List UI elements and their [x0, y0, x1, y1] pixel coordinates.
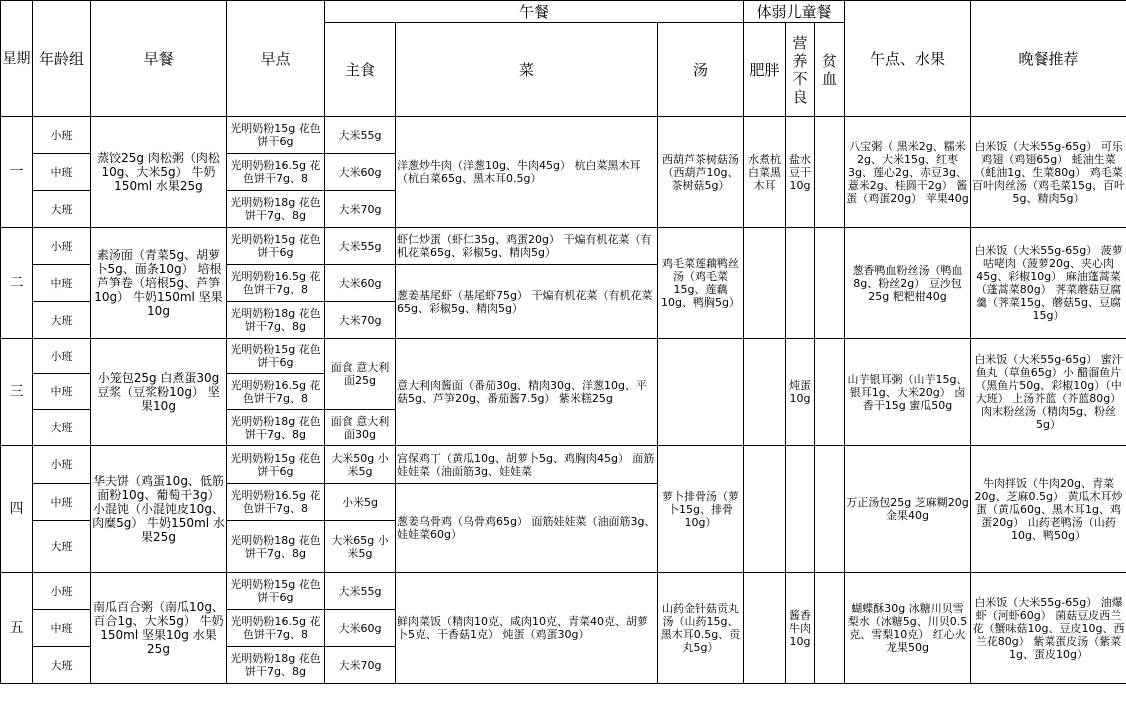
snack-cell: 光明奶粉16.5g 花色饼干7g、8	[227, 265, 325, 302]
group-middle: 中班	[33, 265, 91, 302]
dish-cell: 虾仁炒蛋（虾仁35g、鸡蛋20g） 干煸有机花菜（有机花菜65g、彩椒5g、精肉5g）	[396, 228, 658, 265]
snack-cell: 光明奶粉18g 花色饼干7g、8g	[227, 647, 325, 684]
header-lunch: 午餐	[325, 1, 744, 23]
snack-cell: 光明奶粉16.5g 花色饼干7g、8	[227, 154, 325, 191]
dish-cell: 宫保鸡丁（黄瓜10g、胡萝卜5g、鸡胸肉45g） 面筋娃娃菜（油面筋3g、娃娃菜	[396, 446, 658, 484]
breakfast-cell: 小笼包25g 白煮蛋30g 豆浆（豆浆粉10g） 坚果10g	[91, 339, 227, 446]
obese-cell	[744, 446, 786, 573]
afternoon-cell: 葱香鸭血粉丝汤（鸭血8g、粉丝2g） 豆沙包25g 粑粑柑40g	[845, 228, 971, 339]
header-weekday: 星期	[1, 1, 33, 117]
snack-cell: 光明奶粉16.5g 花色饼干7g、8	[227, 610, 325, 647]
group-large: 大班	[33, 647, 91, 684]
afternoon-cell: 蝴蝶酥30g 冰糖川贝雪梨水（冰糖5g、川贝0.5克、雪梨10克） 红心火龙果50g	[845, 573, 971, 684]
malnourished-cell: 盐水豆干10g	[786, 117, 815, 228]
obese-cell	[744, 573, 786, 684]
header-anemia: 贫血	[815, 23, 845, 117]
dish-cell: 洋葱炒牛肉（洋葱10g、牛肉45g） 杭白菜黑木耳（杭白菜65g、黑木耳0.5g）	[396, 117, 658, 228]
header-malnourished: 营养不良	[786, 23, 815, 117]
staple-cell: 小米5g	[325, 484, 396, 521]
malnourished-cell	[786, 228, 815, 339]
dish-cell: 鲜肉菜饭（精肉10克、咸肉10克、青菜40克、胡萝卜5克、干香菇1克） 炖蛋（鸡蛋30g）	[396, 573, 658, 684]
malnourished-cell	[786, 446, 815, 573]
header-dinner: 晚餐推荐	[971, 1, 1126, 117]
day-label: 五	[1, 573, 33, 684]
afternoon-cell: 万正汤包25g 芝麻糊20g 金果40g	[845, 446, 971, 573]
obese-cell	[744, 339, 786, 446]
snack-cell: 光明奶粉16.5g 花色饼干7g、8	[227, 374, 325, 410]
staple-cell: 大米55g	[325, 117, 396, 154]
breakfast-cell: 素汤面（青菜5g、胡萝卜5g、面条10g） 培根芦笋卷（培根5g、芦笋10g） 牛奶150ml 坚果10g	[91, 228, 227, 339]
snack-cell: 光明奶粉18g 花色饼干7g、8g	[227, 191, 325, 228]
breakfast-cell: 华夫饼（鸡蛋10g、低筋面粉10g、葡萄干3g） 小混饨（小混饨皮10g、肉糜5g） 牛奶150ml 水果25g	[91, 446, 227, 573]
soup-cell	[658, 339, 744, 446]
snack-cell: 光明奶粉15g 花色饼干6g	[227, 446, 325, 484]
staple-cell: 大米70g	[325, 191, 396, 228]
dinner-cell: 白米饭（大米55g-65g） 菠萝咕咾肉（菠萝20g、夹心肉45g、彩椒10g） 麻油蓬蒿菜（蓬蒿菜80g） 荠菜蘑菇豆腐羹（荠菜15g、蘑菇5g、豆腐15g）	[971, 228, 1126, 339]
staple-cell: 大米60g	[325, 265, 396, 302]
day-label: 四	[1, 446, 33, 573]
obese-cell: 水煮杭白菜黑木耳	[744, 117, 786, 228]
soup-cell: 山药金针菇贡丸汤（山药15g、黑木耳0.5g、贡丸5g）	[658, 573, 744, 684]
group-middle: 中班	[33, 610, 91, 647]
header-morning-snack: 早点	[227, 1, 325, 117]
soup-cell: 鸡毛菜莲藕鸭丝汤（鸡毛菜15g、莲藕10g、鸭胸5g）	[658, 228, 744, 339]
group-middle: 中班	[33, 154, 91, 191]
snack-cell: 光明奶粉16.5g 花色饼干7g、8	[227, 484, 325, 521]
anemia-cell	[815, 339, 845, 446]
staple-cell: 大米70g	[325, 302, 396, 339]
staple-cell: 面食 意大利面30g	[325, 410, 396, 446]
staple-cell: 面食 意大利面25g	[325, 339, 396, 410]
soup-cell: 西葫芦茶树菇汤（西葫芦10g、茶树菇5g）	[658, 117, 744, 228]
header-staple: 主食	[325, 23, 396, 117]
anemia-cell	[815, 573, 845, 684]
staple-cell: 大米65g 小米5g	[325, 521, 396, 573]
group-small: 小班	[33, 228, 91, 265]
header-soup: 汤	[658, 23, 744, 117]
group-large: 大班	[33, 410, 91, 446]
day-label: 二	[1, 228, 33, 339]
group-middle: 中班	[33, 374, 91, 410]
staple-cell: 大米55g	[325, 228, 396, 265]
group-small: 小班	[33, 339, 91, 374]
snack-cell: 光明奶粉15g 花色饼干6g	[227, 573, 325, 610]
header-special: 体弱儿童餐	[744, 1, 845, 23]
breakfast-cell: 南瓜百合粥（南瓜10g、百合1g、大米5g） 牛奶150ml 坚果10g 水果25g	[91, 573, 227, 684]
snack-cell: 光明奶粉15g 花色饼干6g	[227, 117, 325, 154]
group-large: 大班	[33, 521, 91, 573]
group-small: 小班	[33, 573, 91, 610]
staple-cell: 大米50g 小米5g	[325, 446, 396, 484]
dinner-cell: 牛肉拌饭（牛肉20g、青菜20g、芝麻0.5g） 黄瓜木耳炒蛋（黄瓜60g、黑木耳1g、鸡蛋20g） 山药老鸭汤（山药10g、鸭50g）	[971, 446, 1126, 573]
dish-cell: 意大利肉酱面（番茄30g、精肉30g、洋葱10g、平菇5g、芦笋20g、番茄酱7.5g） 紫米糕25g	[396, 339, 658, 446]
afternoon-cell: 山芋银耳粥（山芋15g、银耳1g、大米20g） 卤香干15g 蜜瓜50g	[845, 339, 971, 446]
obese-cell	[744, 228, 786, 339]
header-obese: 肥胖	[744, 23, 786, 117]
group-small: 小班	[33, 117, 91, 154]
header-breakfast: 早餐	[91, 1, 227, 117]
dinner-cell: 白米饭（大米55g-65g） 可乐鸡翅（鸡翅65g） 蚝油生菜（蚝油1g、生菜80g） 鸡毛菜百叶肉丝汤（鸡毛菜15g、百叶5g、精肉5g）	[971, 117, 1126, 228]
group-large: 大班	[33, 191, 91, 228]
dish-cell: 葱姜基尾虾（基尾虾75g） 干煸有机花菜（有机花菜65g、彩椒5g、精肉5g）	[396, 265, 658, 339]
snack-cell: 光明奶粉18g 花色饼干7g、8g	[227, 521, 325, 573]
malnourished-cell: 炖蛋10g	[786, 339, 815, 446]
staple-cell: 大米60g	[325, 154, 396, 191]
day-label: 三	[1, 339, 33, 446]
snack-cell: 光明奶粉15g 花色饼干6g	[227, 228, 325, 265]
dinner-cell: 白米饭（大米55g-65g） 蜜汁鱼丸（草鱼65g）小 醋溜鱼片（黑鱼片50g、彩椒10g）（中大班） 上汤芥蓝（芥蓝80g） 肉末粉丝汤（精肉5g、粉丝5g）	[971, 339, 1126, 446]
header-dish: 菜	[396, 23, 658, 117]
staple-cell: 大米60g	[325, 610, 396, 647]
dish-cell: 葱姜乌骨鸡（乌骨鸡65g） 面筋娃娃菜（油面筋3g、娃娃菜60g）	[396, 484, 658, 573]
staple-cell: 大米55g	[325, 573, 396, 610]
anemia-cell	[815, 228, 845, 339]
staple-cell: 大米70g	[325, 647, 396, 684]
dinner-cell: 白米饭（大米55g-65g） 油爆虾（河虾60g） 菌菇豆皮西兰花（蟹味菇10g、豆皮10g、西兰花80g） 紫菜蛋皮汤（紫菜1g、蛋皮10g）	[971, 573, 1126, 684]
header-age-group: 年龄组	[33, 1, 91, 117]
malnourished-cell: 酱香牛肉10g	[786, 573, 815, 684]
header-afternoon: 午点、水果	[845, 1, 971, 117]
group-middle: 中班	[33, 484, 91, 521]
anemia-cell	[815, 117, 845, 228]
breakfast-cell: 蒸饺25g 肉松粥（肉松10g、大米5g） 牛奶150ml 水果25g	[91, 117, 227, 228]
snack-cell: 光明奶粉15g 花色饼干6g	[227, 339, 325, 374]
group-large: 大班	[33, 302, 91, 339]
day-label: 一	[1, 117, 33, 228]
anemia-cell	[815, 446, 845, 573]
snack-cell: 光明奶粉18g 花色饼干7g、8g	[227, 302, 325, 339]
group-small: 小班	[33, 446, 91, 484]
afternoon-cell: 八宝粥（ 黑米2g、糯米2g、大米15g、红枣3g、莲心2g、赤豆3g、薏米2g、桂圆干2g） 酱蛋（鸡蛋20g） 苹果40g	[845, 117, 971, 228]
soup-cell: 萝卜排骨汤（萝卜15g、排骨10g）	[658, 446, 744, 573]
snack-cell: 光明奶粉18g 花色饼干7g、8g	[227, 410, 325, 446]
